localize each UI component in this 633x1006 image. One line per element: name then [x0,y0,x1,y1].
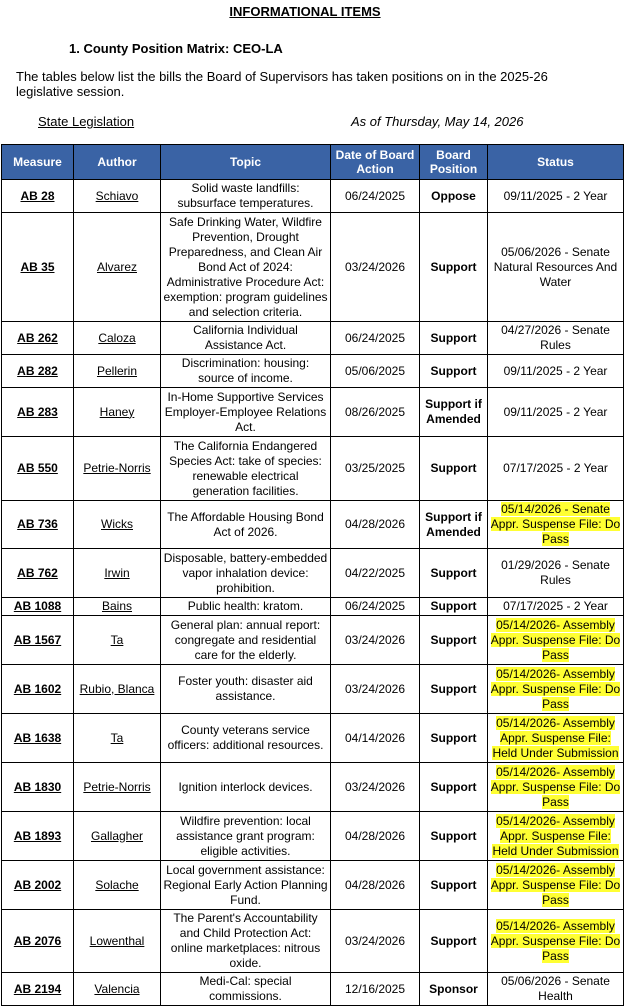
topic-cell: County veterans service officers: additional resources. [161,714,331,763]
board-action-date-cell: 04/28/2026 [331,861,420,910]
status-cell [488,598,624,616]
board-position-cell: Support if Amended [420,501,488,549]
table-row [2,812,624,861]
board-action-date-cell: 03/25/2025 [331,437,420,501]
state-legislation-label: State Legislation [38,114,135,129]
column-header-author: Author [74,145,161,180]
board-action-date-cell: 04/22/2025 [331,549,420,598]
board-action-date-cell: 05/06/2025 [331,355,420,388]
board-action-date-cell: 06/24/2025 [331,180,420,213]
author-link[interactable]: Lowenthal [74,910,161,973]
board-position-cell: Oppose [420,180,488,213]
topic-cell: Local government assistance: Regional Early Action Planning Fund. [161,861,331,910]
board-position-cell: Support [420,549,488,598]
measure-link[interactable]: AB 283 [2,388,74,437]
topic-cell: General plan: annual report: congregate and residential care for the elderly. [161,616,331,665]
board-position-cell: Support [420,714,488,763]
status-text: 04/27/2026 - Senate Rules [501,323,610,352]
board-action-date-cell: 03/24/2026 [331,763,420,812]
author-link[interactable]: Gallagher [74,812,161,861]
author-link[interactable]: Wicks [74,501,161,549]
measure-link[interactable]: AB 28 [2,180,74,213]
measure-link[interactable]: AB 736 [2,501,74,549]
column-header-status: Status [488,145,624,180]
status-text: 05/06/2026 - Senate Natural Resources And Water [493,244,618,289]
status-text: 05/14/2026- Assembly Appr. Suspense File: Do Pass [490,918,621,963]
board-action-date-cell: 12/16/2025 [331,973,420,1006]
board-position-cell: Support [420,665,488,714]
author-link[interactable]: Bains [74,598,161,616]
table-body [2,180,624,1006]
status-cell [488,501,624,549]
status-text: 07/17/2025 - 2 Year [503,461,608,475]
measure-link[interactable]: AB 2194 [2,973,74,1006]
status-cell [488,714,624,763]
status-cell [488,665,624,714]
measure-link[interactable]: AB 550 [2,437,74,501]
topic-cell: Ignition interlock devices. [161,763,331,812]
measure-link[interactable]: AB 35 [2,213,74,322]
status-cell [488,213,624,322]
topic-cell: Disposable, battery-embedded vapor inhalation device: prohibition. [161,549,331,598]
status-cell [488,388,624,437]
board-action-date-cell: 06/24/2025 [331,598,420,616]
column-header-topic: Topic [161,145,331,180]
author-link[interactable]: Rubio, Blanca [74,665,161,714]
topic-cell: Solid waste landfills: subsurface temperatures. [161,180,331,213]
author-link[interactable]: Petrie-Norris [74,437,161,501]
table-row [2,763,624,812]
status-cell [488,322,624,355]
status-cell [488,355,624,388]
topic-cell: Medi-Cal: special commissions. [161,973,331,1006]
topic-cell: Wildfire prevention: local assistance grant program: eligible activities. [161,812,331,861]
position-matrix-table [1,144,624,1006]
table-row [2,322,624,355]
measure-link[interactable]: AB 762 [2,549,74,598]
table-row [2,213,624,322]
column-header-measure: Measure [2,145,74,180]
table-row [2,665,624,714]
as-of-date: As of Thursday, May 14, 2026 [351,114,524,129]
board-action-date-cell: 08/26/2025 [331,388,420,437]
topic-cell: California Individual Assistance Act. [161,322,331,355]
board-action-date-cell: 03/24/2026 [331,665,420,714]
topic-cell: The Parent's Accountability and Child Protection Act: online marketplaces: nitrous oxide. [161,910,331,973]
board-position-cell: Support [420,437,488,501]
board-position-cell: Support [420,910,488,973]
author-link[interactable]: Petrie-Norris [74,763,161,812]
table-row [2,973,624,1006]
status-text: 05/06/2026 - Senate Health [501,974,610,1003]
status-text: 05/14/2026- Assembly Appr. Suspense File: Do Pass [490,764,621,809]
status-cell [488,812,624,861]
table-row [2,861,624,910]
section-subheading: 1. County Position Matrix: CEO-LA [69,41,283,56]
author-link[interactable]: Ta [74,616,161,665]
author-link[interactable]: Alvarez [74,213,161,322]
author-link[interactable]: Ta [74,714,161,763]
status-cell [488,437,624,501]
status-cell [488,549,624,598]
status-text: 05/14/2026- Assembly Appr. Suspense File: Do Pass [490,617,621,662]
board-position-cell: Support if Amended [420,388,488,437]
board-action-date-cell: 03/24/2026 [331,213,420,322]
measure-link[interactable]: AB 1830 [2,763,74,812]
status-text: 07/17/2025 - 2 Year [503,599,608,613]
measure-link[interactable]: AB 262 [2,322,74,355]
table-row [2,714,624,763]
table-row [2,598,624,616]
author-link[interactable]: Pellerin [74,355,161,388]
board-position-cell: Support [420,322,488,355]
board-position-cell: Support [420,861,488,910]
page-heading: INFORMATIONAL ITEMS [229,4,381,19]
status-cell [488,180,624,213]
topic-cell: The California Endangered Species Act: take of species: renewable electrical generation facilities. [161,437,331,501]
status-cell [488,910,624,973]
measure-link[interactable]: AB 2002 [2,861,74,910]
status-cell [488,973,624,1006]
author-link[interactable]: Schiavo [74,180,161,213]
topic-cell: The Affordable Housing Bond Act of 2026. [161,501,331,549]
table-row [2,501,624,549]
topic-cell: Public health: kratom. [161,598,331,616]
table-row [2,549,624,598]
board-position-cell: Sponsor [420,973,488,1006]
measure-link[interactable]: AB 282 [2,355,74,388]
board-position-cell: Support [420,812,488,861]
status-cell [488,861,624,910]
author-link[interactable]: Solache [74,861,161,910]
status-cell [488,616,624,665]
table-row [2,616,624,665]
status-text: 05/14/2026- Assembly Appr. Suspense File: Held Under Submission [492,715,619,760]
status-cell [488,763,624,812]
board-position-cell: Support [420,355,488,388]
board-action-date-cell: 04/28/2026 [331,812,420,861]
board-action-date-cell: 03/24/2026 [331,616,420,665]
status-text: 05/14/2026- Assembly Appr. Suspense File: Do Pass [490,862,621,907]
topic-cell: Discrimination: housing: source of income. [161,355,331,388]
board-position-cell: Support [420,598,488,616]
intro-paragraph: The tables below list the bills the Board of Supervisors has taken positions on in the 2025-26 legislative session. [16,69,548,99]
status-text: 09/11/2025 - 2 Year [503,404,608,419]
measure-link[interactable]: AB 1893 [2,812,74,861]
status-text: 09/11/2025 - 2 Year [503,188,608,203]
board-position-cell: Support [420,763,488,812]
table-header-row [2,145,624,180]
topic-cell: Foster youth: disaster aid assistance. [161,665,331,714]
table-row [2,437,624,501]
table-row [2,180,624,213]
measure-link[interactable]: AB 1567 [2,616,74,665]
author-link[interactable]: Caloza [74,322,161,355]
status-text: 05/14/2026- Assembly Appr. Suspense File: Do Pass [490,666,621,711]
column-header-position: Board Position [420,145,488,180]
author-link[interactable]: Valencia [74,973,161,1006]
measure-link[interactable]: AB 1638 [2,714,74,763]
measure-link[interactable]: AB 1088 [2,598,74,616]
status-text: 09/11/2025 - 2 Year [503,363,608,378]
author-link[interactable]: Irwin [74,549,161,598]
author-link[interactable]: Haney [74,388,161,437]
status-text: 05/14/2026 - Senate Appr. Suspense File: Do Pass [490,502,621,546]
column-header-date: Date of Board Action [331,145,420,180]
table-row [2,388,624,437]
board-action-date-cell: 03/24/2026 [331,910,420,973]
status-text: 05/14/2026- Assembly Appr. Suspense File: Held Under Submission [492,813,619,858]
measure-link[interactable]: AB 2076 [2,910,74,973]
measure-link[interactable]: AB 1602 [2,665,74,714]
board-position-cell: Support [420,616,488,665]
board-action-date-cell: 04/14/2026 [331,714,420,763]
topic-cell: Safe Drinking Water, Wildfire Prevention, Drought Preparedness, and Clean Air Bond Act of 2024: Administrative Procedure Act: exemption: program guidelines and selection criteria. [161,213,331,322]
board-position-cell: Support [420,213,488,322]
topic-cell: In-Home Supportive Services Employer-Employee Relations Act. [161,388,331,437]
table-row [2,355,624,388]
status-text: 01/29/2026 - Senate Rules [501,558,610,587]
board-action-date-cell: 04/28/2026 [331,501,420,549]
table-row [2,910,624,973]
board-action-date-cell: 06/24/2025 [331,322,420,355]
